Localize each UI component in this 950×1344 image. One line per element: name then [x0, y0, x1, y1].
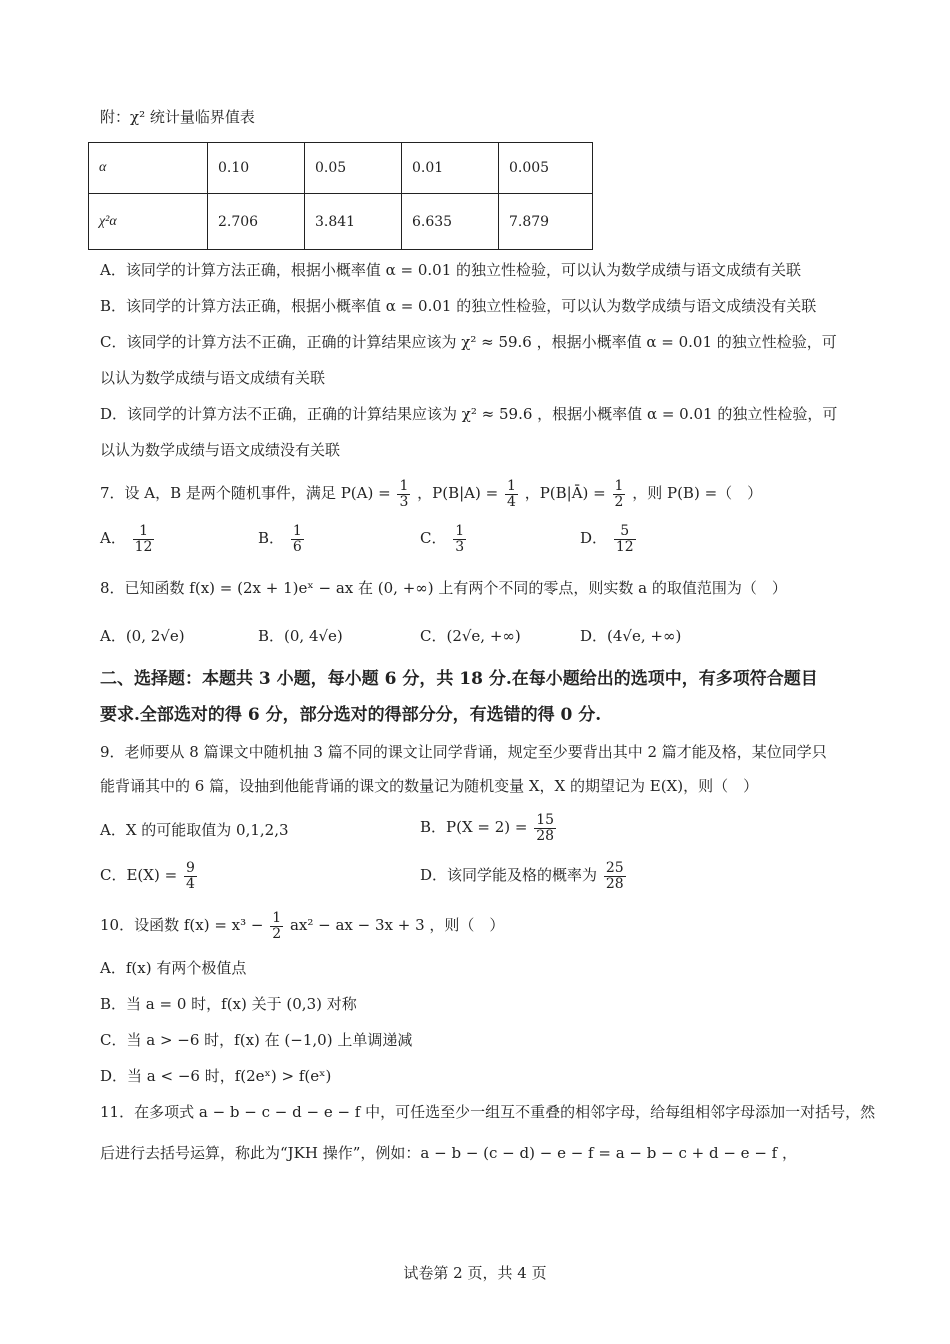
option-fraction: [453, 524, 466, 555]
q6-option-d-line2: 以认为数学成绩与语文成绩没有关联: [100, 441, 341, 459]
numerator: 1: [614, 477, 624, 494]
table-cell: 0.01: [402, 143, 499, 194]
q10-option-c: C．当 a > −6 时，f(x) 在 (−1,0) 上单调递减: [100, 1031, 413, 1049]
q9-option-d: [420, 860, 628, 892]
q10-stem: [100, 910, 504, 942]
numerator: 1: [399, 477, 409, 494]
q9-stem-line1: 9．老师要从 8 篇课文中随机抽 3 篇不同的课文让同学背诵，规定至少要背出其中 2 篇才能及格，某位同学只: [100, 743, 827, 761]
denominator: 28: [605, 875, 624, 892]
denominator: 12: [134, 538, 153, 555]
denominator: 2: [272, 925, 282, 942]
q11-stem-line1: 11．在多项式 a − b − c − d − e − f 中，可任选至少一组互不重叠的相邻字母，给每组相邻字母添加一对括号，然: [100, 1103, 876, 1121]
q10-stem-suffix: ax² − ax − 3x + 3 ，则（ ）: [289, 916, 505, 934]
q9-option-b: [420, 812, 558, 844]
q10-option-d: D．当 a < −6 时，f(2eˣ) > f(eˣ): [100, 1067, 332, 1085]
q7-stem-tail: ，则 P(B) =（ ）: [632, 484, 763, 502]
option-fraction: [184, 861, 197, 892]
q7-option-b: [258, 523, 306, 555]
q9-option-c: [100, 860, 199, 892]
q6-option-a: A．该同学的计算方法正确，根据小概率值 α = 0.01 的独立性检验，可以认为数学成绩与语文成绩有关联: [100, 261, 802, 279]
numerator: 15: [536, 811, 555, 828]
q9-option-a: A．X 的可能取值为 0,1,2,3: [100, 821, 289, 839]
q7-option-a: [100, 523, 156, 555]
q6-option-c-line1: C．该同学的计算方法不正确，正确的计算结果应该为 χ² ≈ 59.6 ，根据小概率值 α = 0.01 的独立性检验，可: [100, 333, 837, 351]
denominator: 28: [536, 827, 555, 844]
q10-fraction: [270, 911, 283, 942]
numerator: 1: [506, 477, 516, 494]
table-header-alpha: α: [89, 143, 208, 194]
q8-stem: 8．已知函数 f(x) = (2x + 1)eˣ − ax 在 (0, +∞) 上有两个不同的零点，则实数 a 的取值范围为（ ）: [100, 579, 787, 597]
q8-option-d: D．(4√e, +∞): [580, 627, 682, 645]
section-2-heading-line1: 二、选择题：本题共 3 小题，每小题 6 分，共 18 分.在每小题给出的选项中，有多项符合题目: [100, 669, 818, 689]
q10-option-b: B．当 a = 0 时，f(x) 关于 (0,3) 对称: [100, 995, 357, 1013]
option-fraction: [534, 813, 556, 844]
q6-option-c-line2: 以认为数学成绩与语文成绩有关联: [100, 369, 326, 387]
q7-fraction-pa: [397, 479, 410, 510]
denominator: 2: [614, 493, 624, 510]
denominator: 12: [615, 538, 634, 555]
q10-stem-prefix: 10．设函数 f(x) = x³ −: [100, 916, 264, 934]
numerator: 5: [614, 524, 636, 540]
option-prefix: D．该同学能及格的概率为: [420, 866, 598, 884]
critical-value-table: [88, 142, 593, 250]
denominator: 6: [292, 538, 302, 555]
table-cell: 6.635: [402, 194, 499, 250]
table-cell: 7.879: [499, 194, 593, 250]
numerator: 25: [605, 859, 624, 876]
option-letter: D．: [580, 529, 608, 547]
option-letter: A．: [100, 529, 126, 547]
q7-fraction-pba: [505, 479, 518, 510]
q8-option-b: B．(0, 4√e): [258, 627, 343, 645]
q11-stem-line2: 后进行去括号运算，称此为“JKH 操作”，例如：a − b − (c − d) − e − f = a − b − c + d − e − f ，: [100, 1144, 797, 1162]
section-2-heading-line2: 要求.全部选对的得 6 分，部分选对的得部分分，有选错的得 0 分.: [100, 705, 602, 725]
table-row-critical: [89, 194, 593, 250]
q10-option-a: A．f(x) 有两个极值点: [100, 959, 247, 977]
table-header-chi: χ²α: [89, 194, 208, 250]
numerator: 9: [185, 859, 195, 876]
table-cell: 3.841: [305, 194, 402, 250]
q8-option-a: A．(0, 2√e): [100, 627, 185, 645]
q9-stem-line2: 能背诵其中的 6 篇，设抽到他能背诵的课文的数量记为随机变量 X，X 的期望记为 E(X)，则（ ）: [100, 777, 759, 795]
denominator: 4: [185, 875, 195, 892]
table-cell: 0.005: [499, 143, 593, 194]
numerator: 1: [272, 909, 282, 926]
q6-option-b: B．该同学的计算方法正确，根据小概率值 α = 0.01 的独立性检验，可以认为数学成绩与语文成绩没有关联: [100, 297, 817, 315]
option-prefix: C．E(X) =: [100, 866, 178, 884]
option-letter: C．: [420, 529, 447, 547]
option-fraction: [604, 861, 626, 892]
table-cell: 0.10: [208, 143, 305, 194]
q7-stem-mid1: ，P(B|A) =: [417, 484, 499, 502]
q7-stem-mid2: ，P(B|Ā) =: [524, 484, 606, 502]
numerator: 1: [455, 522, 465, 539]
numerator: 1: [292, 522, 302, 539]
table-cell: 2.706: [208, 194, 305, 250]
q6-option-d-line1: D．该同学的计算方法不正确，正确的计算结果应该为 χ² ≈ 59.6 ，根据小概率值 α = 0.01 的独立性检验，可: [100, 405, 838, 423]
table-cell: 0.05: [305, 143, 402, 194]
page-footer: 试卷第 2 页，共 4 页: [403, 1264, 547, 1282]
table-row-alpha: [89, 143, 593, 194]
option-letter: B．: [258, 529, 285, 547]
q7-option-c: [420, 523, 468, 555]
option-prefix: B．P(X = 2) =: [420, 818, 528, 836]
appendix-title: 附：χ² 统计量临界值表: [100, 108, 255, 126]
denominator: 4: [506, 493, 516, 510]
q7-option-d: [580, 523, 638, 555]
numerator: 1: [133, 524, 155, 540]
option-fraction: [133, 524, 155, 555]
denominator: 3: [399, 493, 409, 510]
option-fraction: [291, 524, 304, 555]
q7-stem: [100, 478, 762, 510]
q8-option-c: C．(2√e, +∞): [420, 627, 521, 645]
q7-stem-prefix: 7．设 A，B 是两个随机事件，满足 P(A) =: [100, 484, 391, 502]
q7-fraction-pbnota: [613, 479, 626, 510]
denominator: 3: [455, 538, 465, 555]
option-fraction: [614, 524, 636, 555]
